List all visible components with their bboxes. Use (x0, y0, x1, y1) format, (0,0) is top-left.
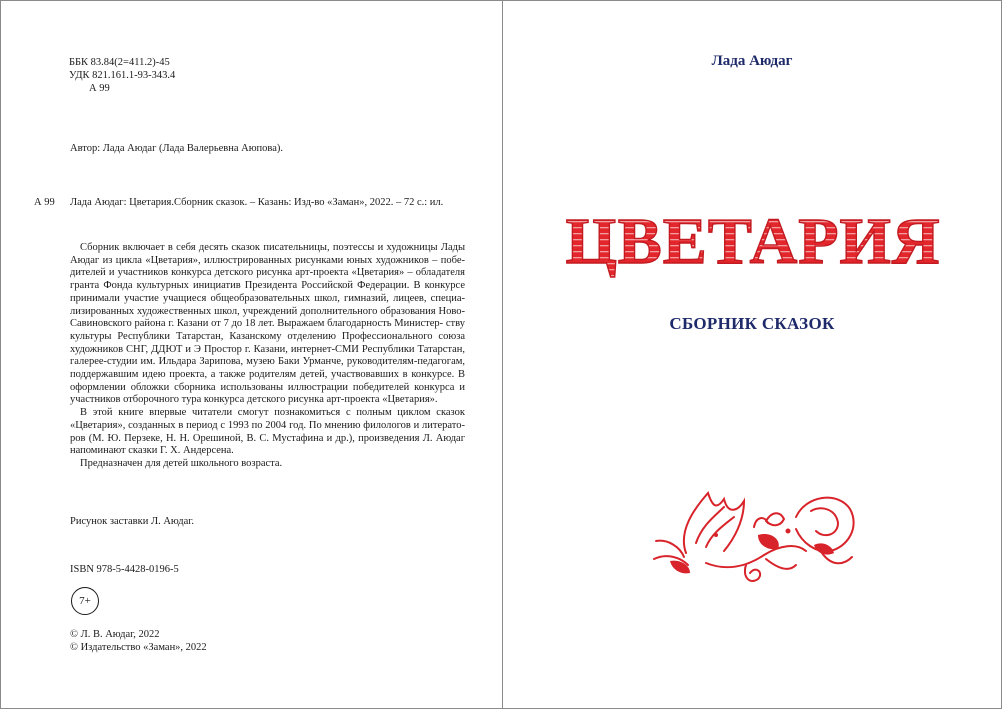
isbn: ISBN 978-5-4428-0196-5 (70, 564, 179, 575)
abstract-line: ров (М. Ю. Перзеке, Н. Н. Орешиной, В. С. Мустафина и др.), произведения Л. Аюдаг (70, 432, 465, 444)
book-subtitle: СБОРНИК СКАЗОК (669, 314, 835, 333)
abstract-line: В этой книге впервые читатели смогут познакомиться с полным циклом сказок (80, 407, 465, 419)
cover-illustration-credit: Рисунок заставки Л. Аюдаг. (70, 516, 194, 527)
abstract-line: Аюдаг из цикла «Цветария», иллюстрированных рисунками юных художников – побе- (70, 254, 465, 266)
book-title (543, 201, 963, 281)
abstract-line: лизированных художественных школ, учреждений дополнительного образования Ново- (70, 305, 465, 317)
bbk-code: ББК 83.84(2=411.2)-45 (69, 57, 170, 68)
udk-code: УДК 821.161.1-93-343.4 (69, 70, 176, 81)
copyright-publisher: © Издательство «Заман», 2022 (70, 642, 207, 653)
abstract-line: «Цветария», созданных в период с 1993 по 2004 год. По мнению филологов и литерато- (70, 419, 465, 431)
abstract-line: ству культуры Республики Татарстан, Казанскому отделению Профессионального союза (70, 318, 465, 342)
abstract-line: В оформлении обложки сборника использованы иллюстрации победителей конкурса (70, 369, 465, 393)
abstract-line: гранта Фонда культурных инициатив Президента Российской Федерации. В конкурсе (70, 280, 465, 292)
abstract-line: галерее-студии им. Ильдара Зарипова, музею Баки Урманче, руководителям-педагогам, (70, 356, 465, 368)
abstract-line: напоминают сказки Г. Х. Андерсена. (70, 445, 234, 457)
abstract (70, 242, 465, 471)
catalog-entry: Лада Аюдаг: Цветария.Сборник сказок. – Казань: Изд-во «Заман», 2022. – 72 с.: ил. (70, 197, 444, 208)
author-line: Автор: Лада Аюдаг (Лада Валерьевна Аюпова). (70, 143, 284, 154)
abstract-line: принимали участие учащиеся общеобразовательных школ, гимназий, лицеев, специа- (70, 292, 465, 304)
imprint-page (1, 1, 502, 708)
book-title-text: ЦВЕТАРИЯ (565, 205, 941, 278)
age-rating-badge: 7+ (71, 587, 99, 615)
abstract-line: художников СНГ, ДДЮТ и Э Простор г. Казани, интернет-СМИ Республики Татарстан, (70, 343, 465, 355)
audience-note: Предназначен для детей школьного возраста. (80, 457, 283, 469)
title-page (503, 1, 1001, 708)
abstract-line: и участников отборочного тура конкурса детского рисунка арт-проекта «Цветария». (70, 381, 465, 406)
title-page-author: Лада Аюдаг (711, 53, 793, 69)
copyright-author: © Л. В. Аюдаг, 2022 (70, 629, 160, 640)
abstract-line: дителей и участников конкурса детского рисунка арт-проекта «Цветария» – обладателя (70, 267, 465, 279)
abstract-line: Сборник включает в себя десять сказок писательницы, поэтессы и художницы Лады (80, 242, 465, 253)
abstract-line: поддержавшим идею проекта, а также родителям детей, участвовавших в конкурсе. (70, 369, 455, 381)
abstract-paragraph-2 (70, 407, 465, 458)
abstract-paragraph-1 (70, 242, 465, 407)
catalog-sign: А 99 (34, 197, 55, 208)
flower-ornament-icon (646, 481, 861, 591)
author-sign: А 99 (89, 83, 110, 94)
abstract-line: Савиновского района г. Казани от 7 до 18 лет. Выражаем благодарность Министер- (70, 318, 444, 330)
